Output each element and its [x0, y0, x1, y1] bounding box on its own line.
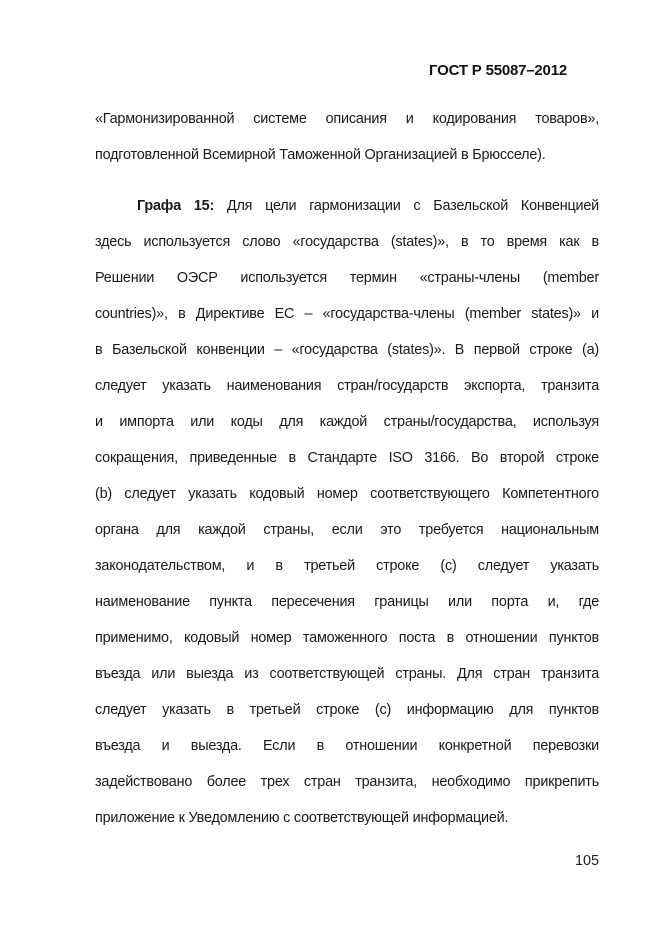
text-line: в Базельской конвенции – «государства (states)». В первой строке (a) [95, 342, 599, 358]
text-line: наименование пункта пересечения границы или порта и, где [95, 594, 599, 610]
text-line: въезда и выезда. Если в отношении конкретной перевозки [95, 738, 599, 754]
text-line: и импорта или коды для каждой страны/государства, используя [95, 414, 599, 430]
text-line: (b) следует указать кодовый номер соответствующего Компетентного [95, 486, 599, 502]
text-line: countries)», в Директиве ЕС – «государства-члены (member states)» и [95, 306, 599, 322]
text-line: следует указать в третьей строке (c) информацию для пунктов [95, 702, 599, 718]
text-line: задействовано более трех стран транзита, необходимо прикрепить [95, 774, 599, 790]
text-line: въезда или выезда из соответствующей страны. Для стран транзита [95, 666, 599, 682]
text-line: здесь используется слово «государства (states)», в то время как в [95, 234, 599, 250]
paragraph-continuation [95, 101, 599, 173]
text-line: органа для каждой страны, если это требуется национальным [95, 522, 599, 538]
text-line-first [95, 188, 599, 224]
text-line-rest: Для цели гармонизации с Базельской Конвенцией [214, 198, 600, 214]
text-line: приложение к Уведомлению с соответствующей информацией. [95, 810, 509, 826]
text-line: применимо, кодовый номер таможенного поста в отношении пунктов [95, 630, 599, 646]
text-line: следует указать наименования стран/государств экспорта, транзита [95, 378, 599, 394]
paragraph-column-15 [95, 188, 599, 836]
column-15-label: Графа 15: [137, 198, 215, 214]
text-line: «Гармонизированной системе описания и кодирования товаров», [95, 111, 599, 127]
text-line: Решении ОЭСР используется термин «страны-члены (member [95, 270, 599, 286]
document-code-header: ГОСТ Р 55087–2012 [429, 62, 567, 79]
text-line: подготовленной Всемирной Таможенной Организацией в Брюсселе). [95, 147, 546, 163]
page-number: 105 [574, 853, 599, 869]
text-line: сокращения, приведенные в Стандарте ISO 3166. Во второй строке [95, 450, 599, 466]
text-line: законодательством, и в третьей строке (c) следует указать [95, 558, 599, 574]
